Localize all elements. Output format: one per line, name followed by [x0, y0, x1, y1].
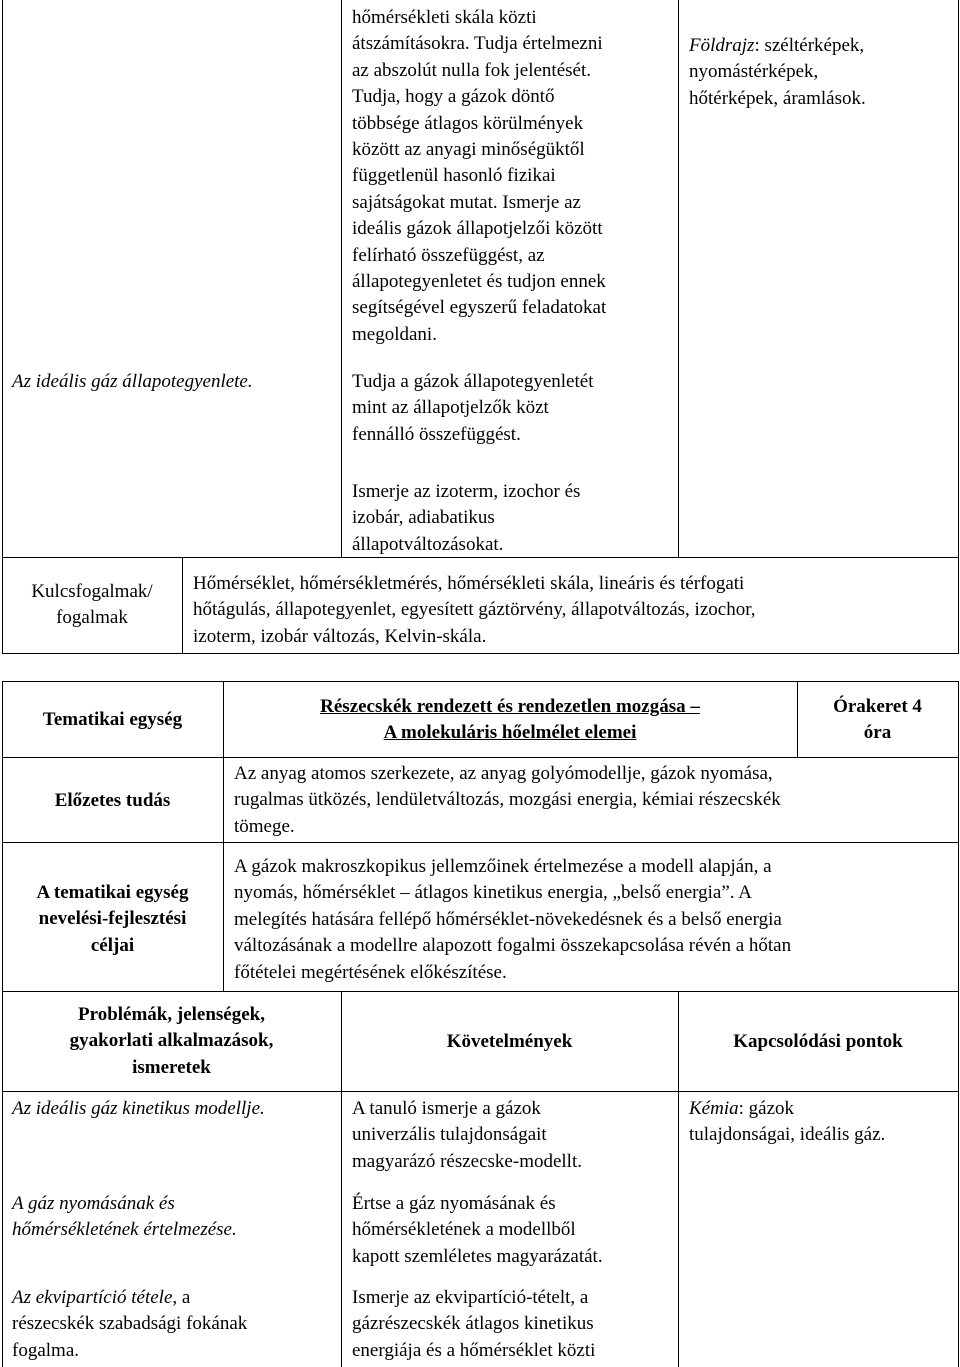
table1-topic: Az ideális gáz állapotegyenlete.: [12, 371, 253, 392]
prior-knowledge-label: Előzetes tudás: [54, 790, 171, 811]
table1-bottom-line: [2, 653, 959, 654]
table2-top-line: [2, 681, 959, 682]
table2-line-unit: [2, 757, 959, 758]
table1-divider-2: [678, 0, 679, 557]
row3-topic-rest: , a részecskék szabadsági fokának fogalma.: [12, 1287, 248, 1361]
row1-requirement: A tanuló ismerje a gázok univerzális tulajdonságait magyarázó részecske-modellt.: [352, 1098, 582, 1172]
table2-border-right: [958, 681, 959, 1367]
row1-topic: Az ideális gáz kinetikus modellje.: [12, 1098, 265, 1119]
row1-connection: [689, 1096, 885, 1149]
prior-knowledge-text: Az anyag atomos szerkezete, az anyag golyómodellje, gázok nyomása, rugalmas ütközés, lendületváltozás, mozgási energia, kémiai részecskék tömege.: [234, 763, 781, 837]
row3-topic: [12, 1285, 247, 1364]
goals-text: A gázok makroszkopikus jellemzőinek értelmezése a modell alapján, a nyomás, hőmérséklet – átlagos kinetikus energia, „belső energia”. A melegítés hatására fellépő hőmérséklet-növekedésnek és a belső energia változásának a modellre alapozott fogalmi összekapcsolása révén a hőtan főtételei megértésének előkészítése.: [234, 856, 792, 983]
table1-border-left: [2, 0, 3, 654]
table2-line-goals: [2, 991, 959, 992]
unit-label: Tematikai egység: [42, 709, 183, 730]
row1-connection-text: : gázok tulajdonságai, ideális gáz.: [689, 1098, 886, 1146]
key-concepts-text: Hőmérséklet, hőmérsékletmérés, hőmérsékleti skála, lineáris és térfogati hőtágulás, állapotegyenlet, egyesített gáztörvény, állapotváltozás, izochor, izoterm, izobár változás, Kelvin-skála.: [193, 573, 756, 647]
goals-label: A tematikai egység nevelési-fejlesztési céljai: [36, 882, 189, 956]
table1-divider-key: [182, 557, 183, 654]
row3-requirement: Ismerje az ekvipartíció-tételt, a gázrészecskék átlagos kinetikus energiája és a hőmérséklet közti: [352, 1287, 596, 1361]
table1-divider-1: [341, 0, 342, 557]
table1-requirement-2: Tudja a gázok állapotegyenletét mint az állapotjelzők közt fennálló összefüggést.: [352, 371, 594, 445]
table1-border-right: [958, 0, 959, 654]
col-header-problems: Problémák, jelenségek, gyakorlati alkalmazások, ismeretek: [69, 1004, 274, 1078]
row2-topic: A gáz nyomásának és hőmérsékletének értelmezése.: [12, 1193, 237, 1241]
table2-line-prior: [2, 842, 959, 843]
row1-connection-subject: Kémia: [689, 1098, 739, 1119]
table1-connection-text: : széltérképek, nyomástérképek, hőtérképek, áramlások.: [689, 35, 866, 109]
table1-requirement-3: Ismerje az izoterm, izochor és izobár, adiabatikus állapotváltozásokat.: [352, 481, 581, 555]
table1-requirement-1: hőmérsékleti skála közti átszámításokra. Tudja értelmezni az abszolút nulla fok jelentését. Tudja, hogy a gázok döntő többsége átlagos körülmények között az anyagi minőségüktől függetlenül hasonló fizikai sajátságokat mutat. Ismerje az ideális gázok állapotjelzői között felírható összefüggést, az állapotegyenletet és tudjon ennek segítségével egyszerű feladatokat megoldani.: [352, 7, 607, 345]
col-header-connections: Kapcsolódási pontok: [733, 1031, 903, 1052]
col-header-requirements: Követelmények: [446, 1031, 573, 1052]
table1-connection: [689, 33, 866, 112]
unit-title: Részecskék rendezett és rendezetlen mozgása – A molekuláris hőelmélet elemei: [320, 696, 700, 744]
table2-line-header: [2, 1091, 959, 1092]
row2-requirement: Értse a gáz nyomásának és hőmérsékletének a modellből kapott szemléletes magyarázatát.: [352, 1193, 603, 1267]
key-concepts-label: Kulcsfogalmak/ fogalmak: [31, 581, 153, 629]
table1-connection-subject: Földrajz: [689, 35, 755, 56]
hours-label: Órakeret 4 óra: [833, 696, 922, 744]
row3-topic-term: Az ekvipartíció tétele: [12, 1287, 173, 1308]
